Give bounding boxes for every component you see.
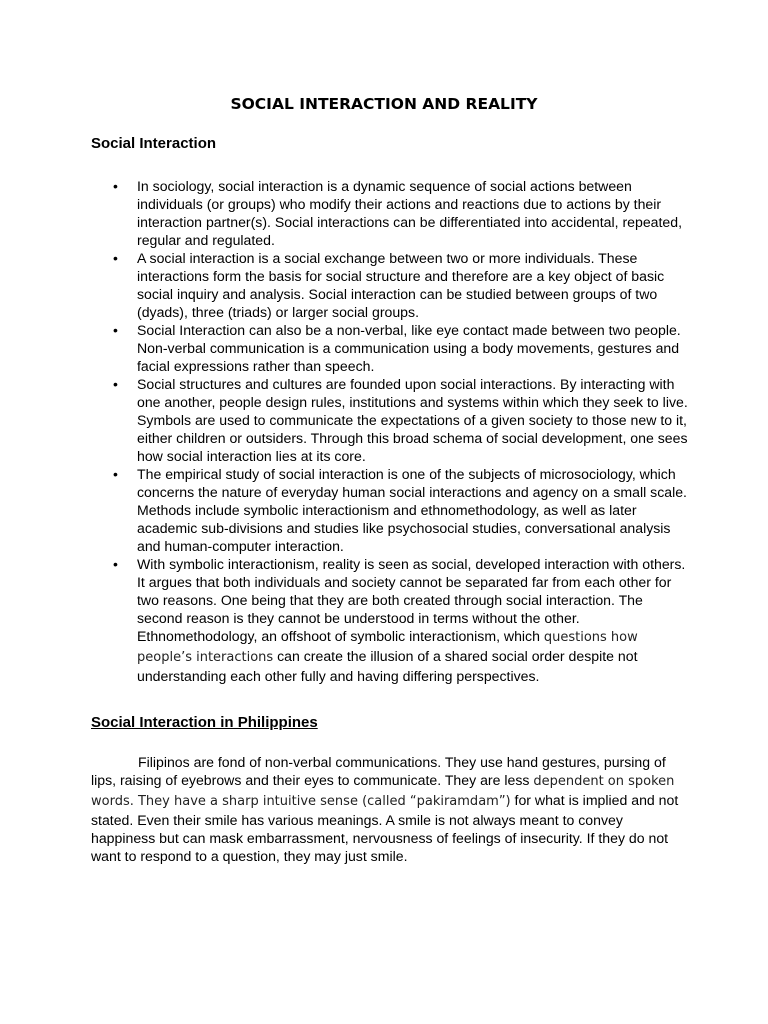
bullet-icon: • [113, 376, 118, 392]
bullet-icon: • [113, 250, 118, 266]
list-item [91, 321, 691, 375]
bullet-text: In sociology, social interaction is a dynamic sequence of social actions between individuals (or groups) who modify their actions and reactions due to actions by their interaction partner(s). Social interactions can be differentiated into accidental, repeated, regular and regulated. [137, 178, 683, 248]
list-item [91, 249, 691, 321]
bullet-icon: • [113, 178, 118, 194]
bullet-text-alt-font: questions how people’s interactions [137, 630, 638, 665]
bullet-text: Social structures and cultures are founded upon social interactions. By interacting with one another, people design rules, institutions and systems within which they seek to live. Symbols are used to communicate the expectations of a given society to those new to it, either children or outsiders. Through this broad schema of social development, one sees how social interaction lies at its core. [137, 376, 688, 464]
list-item [91, 555, 691, 685]
bullet-icon: • [113, 322, 118, 338]
section-heading-philippines: Social Interaction in Philippines [91, 714, 318, 731]
paragraph-text-alt-font: dependent on spoken words. They have a sharp intuitive sense (called “pakiramdam”) [91, 774, 675, 809]
paragraph-text-part2: for what is implied and not stated. Even their smile has various meanings. A smile is not always meant to convey happiness but can mask embarrassment, nervousness of feelings of insecurity. If they do not want to respond to a question, they may just smile. [91, 792, 679, 864]
list-item [91, 177, 691, 249]
section-heading-social-interaction: Social Interaction [91, 135, 217, 152]
bullet-text: The empirical study of social interaction is one of the subjects of microsociology, which concerns the nature of everyday human social interactions and agency on a small scale. Methods include symbolic interactionism and ethnomethodology, as well as later academic sub-divisions and studies like psychosocial studies, conversational analysis and human-computer interaction. [137, 466, 687, 554]
bullet-text: A social interaction is a social exchange between two or more individuals. These interactions form the basis for social structure and therefore are a key object of basic social inquiry and analysis. Social interaction can be studied between groups of two (dyads), three (triads) or larger social groups. [137, 250, 665, 320]
bullet-icon: • [113, 466, 118, 482]
page-title: SOCIAL INTERACTION AND REALITY [230, 95, 538, 113]
paragraph-text-part1: Filipinos are fond of non-verbal communications. They use hand gestures, pursing of lips, raising of eyebrows and their eyes to communicate. They are less [91, 754, 666, 788]
list-item [91, 465, 691, 555]
bullet-list [91, 177, 691, 685]
bullet-text-before: With symbolic interactionism, reality is seen as social, developed interaction with others. It argues that both individuals and society cannot be separated far from each other for two reasons. One being that they are both created through social interaction. The second reason is they cannot be understood in terms without the other. Ethnomethodology, an offshoot of symbolic interactionism, which [137, 556, 686, 644]
list-item [91, 375, 691, 465]
bullet-text: Social Interaction can also be a non-verbal, like eye contact made between two people. Non-verbal communication is a communication using a body movements, gestures and facial expressions rather than speech. [137, 322, 681, 374]
philippines-paragraph [91, 753, 681, 865]
bullet-text-after: can create the illusion of a shared social order despite not understanding each other fully and having differing perspectives. [137, 648, 638, 684]
bullet-icon: • [113, 556, 118, 572]
